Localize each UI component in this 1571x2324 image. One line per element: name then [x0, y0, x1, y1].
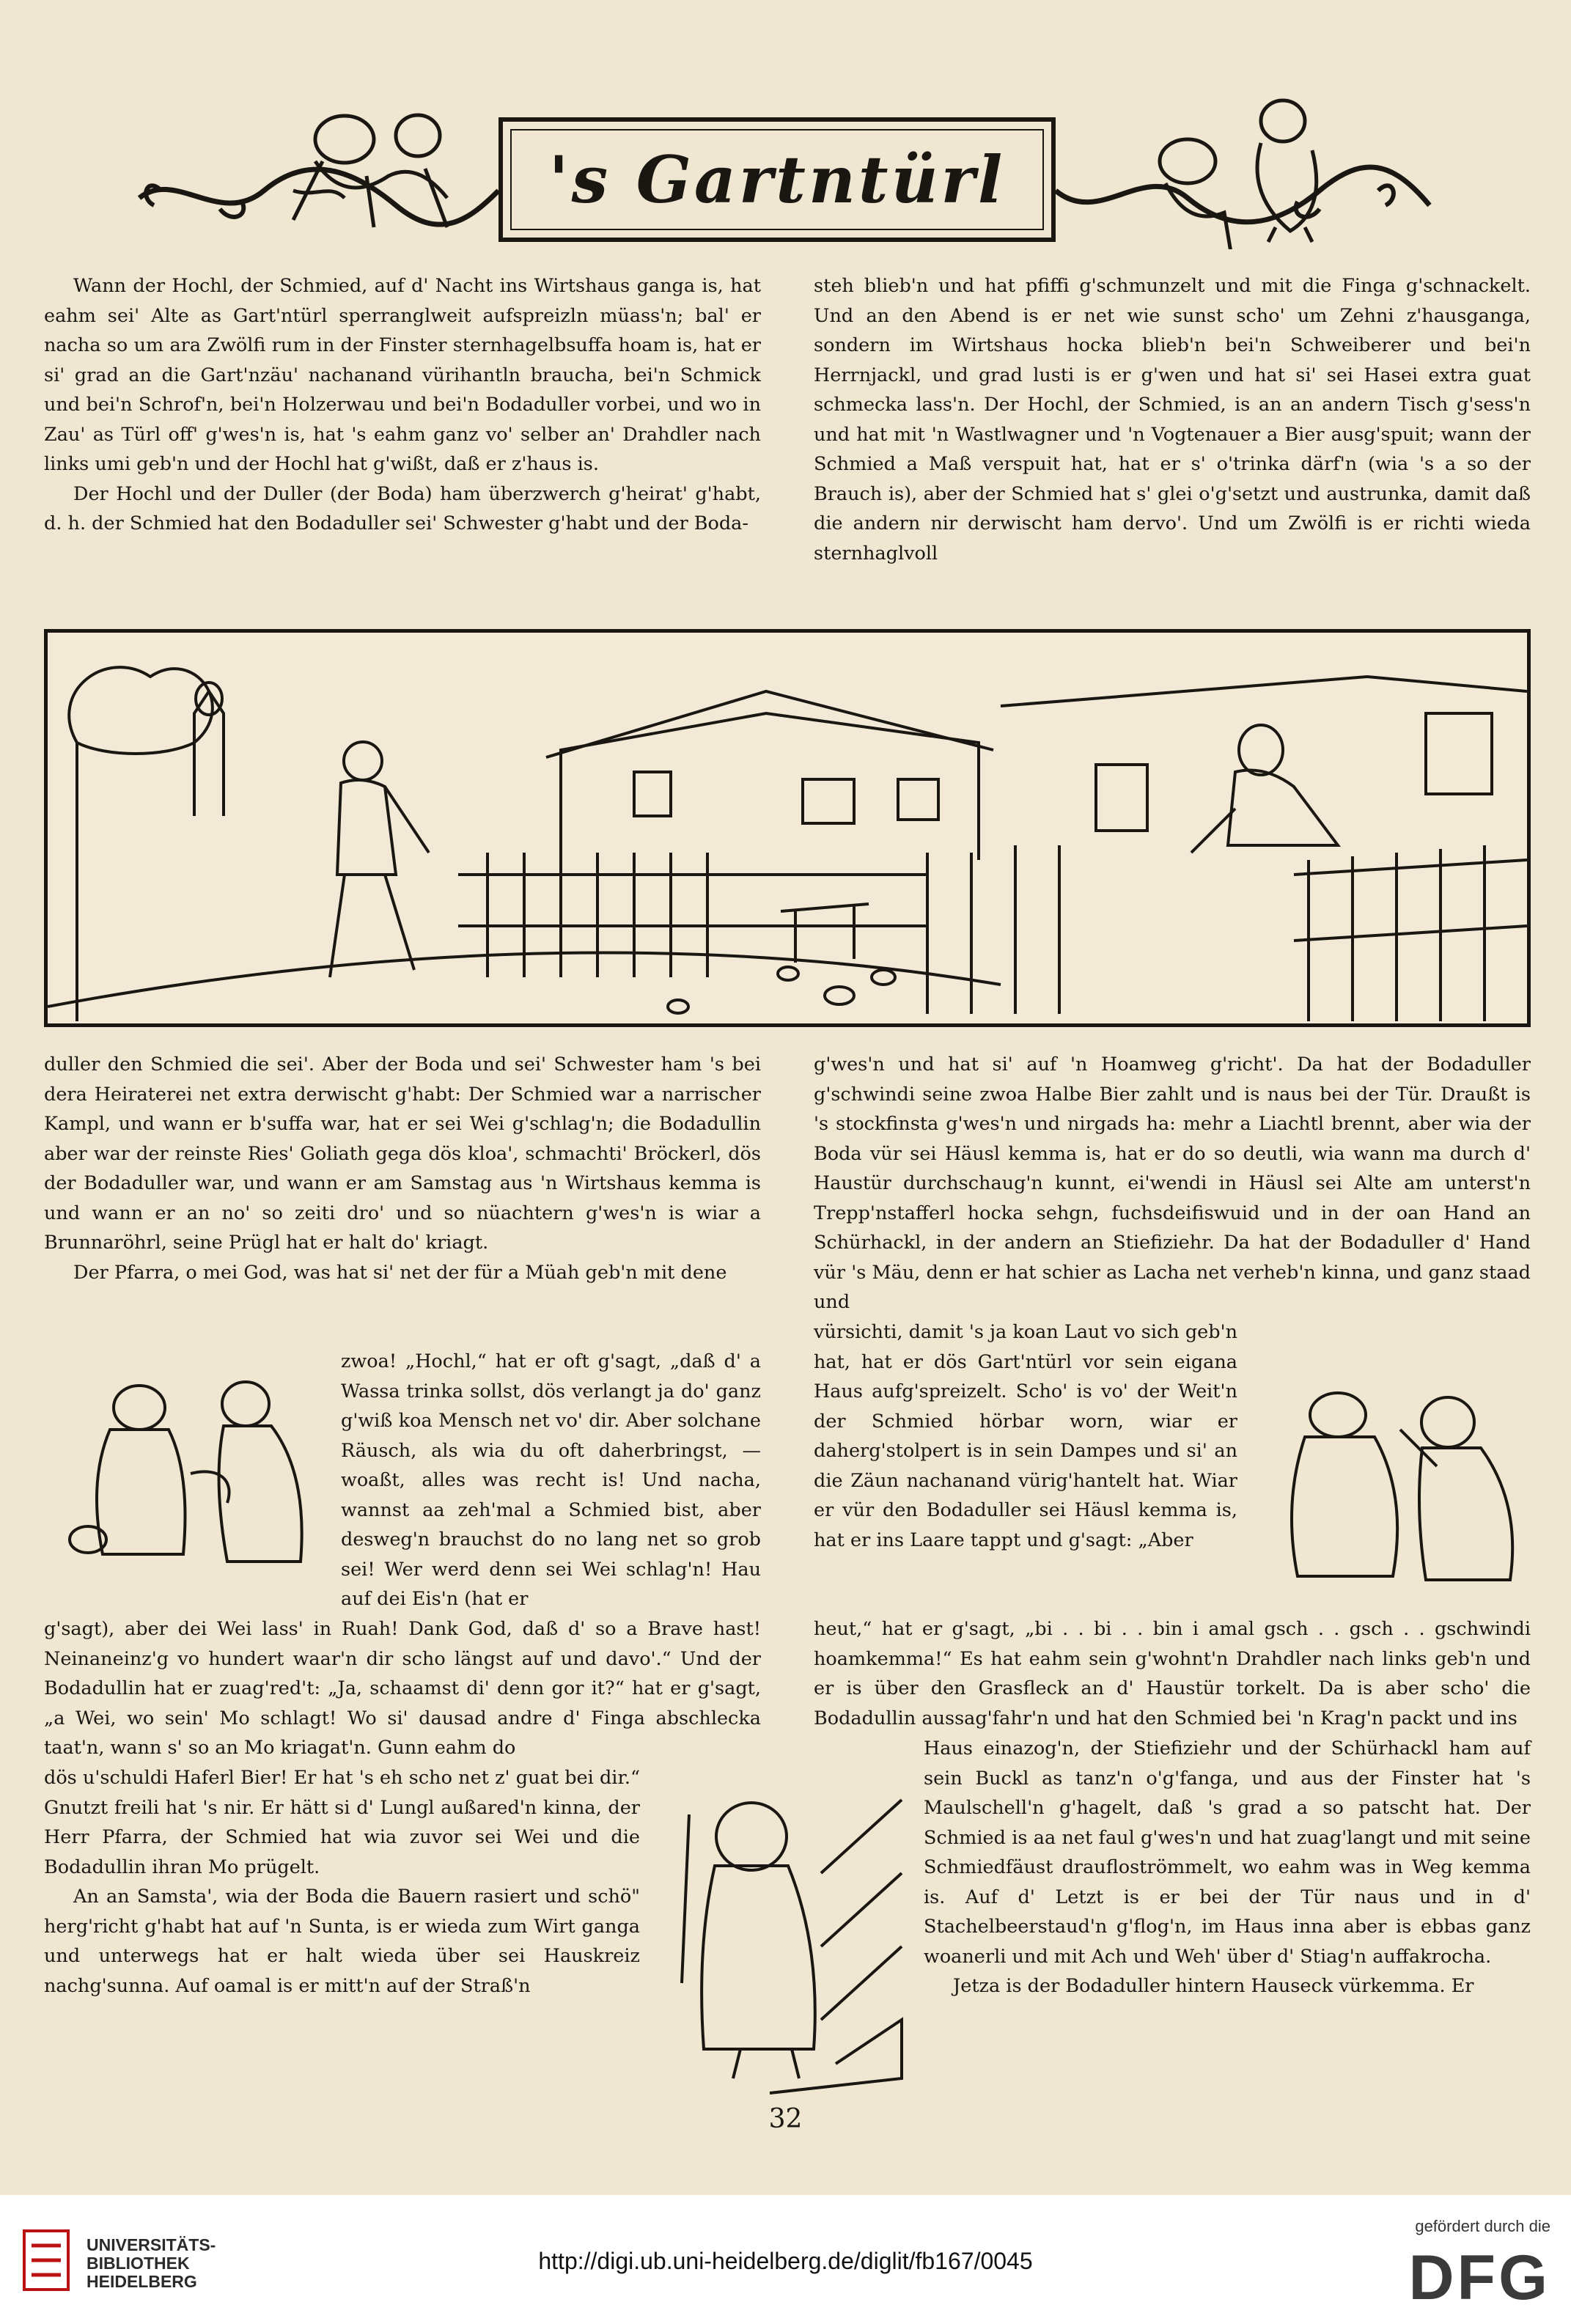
men-talking-illustration: [44, 1364, 330, 1584]
library-line: BIBLIOTHEK: [87, 2254, 190, 2273]
paragraph: Haus einazog'n, der Stiefiziehr und der Schürhackl ham auf sein Buckl as tanz'n o'g'fanga, und aus der Finster hat 's Maulschell'n g'hagelt, daß 's grad a so patscht hat. Der Schmied is aa net faul g'wes'n und hat zuag'langt und mit seine Schmiedfäust draufloströmmelt, wo eahm was in Weg kemma is. Auf d' Letzt is er bei der Tür naus und in d' Stachelbeerstaud'n g'flog'n, im Haus inna aber is ebbas ganz woanerli und mit Ach und Weh' über d' Stiag'n auffakrocha.: [924, 1738, 1531, 1968]
paragraph: An an Samsta', wia der Boda die Bauern rasiert und schö" herg'richt g'habt hat auf 'n Sunta, is er wieda zum Wirt ganga und unterwegs hat er halt wieda über sei Hauskreiz nachg'sunna. Auf oamal is er mitt'n auf der Straß'n: [44, 1886, 640, 1997]
text-column-mid-right: [814, 1050, 1531, 1317]
paragraph: Der Pfarra, o mei God, was hat si' net der für a Müah geb'n mit dene: [73, 1261, 727, 1284]
text-wrap-left-1: [341, 1347, 761, 1614]
title-frame: [498, 117, 1056, 242]
page-number: 32: [768, 2104, 803, 2134]
text-full-left-2: [44, 1614, 761, 1763]
dfg-logo: DFG: [1408, 2243, 1550, 2313]
paragraph: g'wes'n und hat si' auf 'n Hoamweg g'richt'. Da hat der Bodaduller g'schwindi seine zwoa Halbe Bier zahlt und is naus bei der Tür. Draußt is 's stockfinsta g'wes'n und nirgads ha: mehr a Liachtl brennt, aber wia der Boda vür sei Häusl kemma is, hat er do so deutli, wia wann ma durch d' Haustür durchschaug'n kunnt, ei'wendi in Häusl sei Alte am unterst'n Trepp'nstafferl hocka sehgn, fuchsdeifiswuid und in der oan Hand an Schürhackl, in der andern an Stiefiziehr. Da hat der Bodaduller d' Hand vür 's Mäu, denn er hat schier as Lacha net verheb'n kinna, und ganz staad und: [814, 1053, 1531, 1313]
text-column-top-left: [44, 271, 761, 539]
woman-on-stairs-illustration: [652, 1756, 909, 2100]
paragraph: Der Hochl und der Duller (der Boda) ham überzwerch g'heirat' g'habt, d. h. der Schmied hat den Bodaduller sei' Schwester g'habt und der Boda-: [44, 482, 761, 534]
village-scene-illustration: [44, 629, 1531, 1027]
paragraph: zwoa! „Hochl,“ hat er oft g'sagt, „daß d' a Wassa trinka sollst, dös verlangt ja do' ganz g'wiß koa Mensch net vo' dir. Aber solchane Räusch, als wia du oft daherbringst, — woaßt, alles was recht is! Und nacha, wannst aa zeh'mal a Schmied bist, aber desweg'n brauchst do no lang net so grob sei! Wer werd denn sei Wei schlag'n! Hau auf dei Eis'n (hat er: [341, 1350, 761, 1610]
paragraph: vürsichti, damit 's ja koan Laut vo sich geb'n hat, hat er dös Gart'ntürl vor sein eigana Haus aufg'spreizelt. Scho' is vo' der Weit'n der Schmied hörbar worn, wiar er daherg'stolpert is in sein Dampes und si' an die Zäun nachanand vürig'hantelt hat. Wiar er vür den Bodaduller sei Häusl kemma is, hat er ins Laare tappt und g'sagt: „Aber: [814, 1321, 1237, 1551]
fighting-figures-drawing: [293, 115, 447, 227]
text-column-top-right: [814, 271, 1531, 568]
library-line: UNIVERSITÄTS-: [87, 2235, 216, 2254]
text-wrap-left-2: [44, 1763, 640, 2001]
text-full-right-2: [814, 1614, 1531, 1733]
paragraph: g'sagt), aber dei Wei lass' in Ruah! Dank God, daß d' so a Brave hast! Neinaneinz'g vo hundert waar'n dir scho längst auf und davo'.“ Und der Bodadullin hat er zuag'red't: „Ja, schaamst di' denn gor it?“ hat er g'sagt, „a Wei, wo sein' Mo schlagt! Wo si' dausad andre d' Finga abschlecka taat'n, wann s' so an Mo kriagat'n. Gunn eahm do: [44, 1618, 761, 1759]
library-line: HEIDELBERG: [87, 2272, 197, 2291]
text-wrap-right-2: [924, 1734, 1531, 2001]
sponsor-label: gefördert durch die: [1415, 2217, 1550, 2235]
paragraph: Jetza is der Bodaduller hintern Hauseck vürkemma. Er: [953, 1975, 1474, 1997]
footer-bar: [0, 2195, 1571, 2324]
text-wrap-right-1: [814, 1317, 1237, 1555]
men-arguing-illustration: [1268, 1371, 1528, 1591]
paragraph: dös u'schuldi Haferl Bier! Er hat 's eh scho net z' guat bei dir.“ Gnutzt freili hat 's nir. Er hätt si d' Lungl außared'n kinna, der Herr Pfarra, der Schmied hat wia zuvor sei Wei und die Bodadullin ihran Mo prügelt.: [44, 1767, 640, 1878]
header-ornament: [132, 81, 1437, 249]
village-drawing: [48, 633, 1527, 1023]
sitting-figures-drawing: [1160, 100, 1317, 249]
text-column-mid-left: [44, 1050, 761, 1287]
source-url-link[interactable]: http://digi.ub.uni-heidelberg.de/diglit/fb167/0045: [538, 2248, 1033, 2274]
paragraph: duller den Schmied die sei'. Aber der Boda und sei' Schwester ham 's bei dera Heiraterei net extra derwischt g'habt: Der Schmied war a narrischer Kampl, und wann er b'suffa war, hat er sei Wei g'schlag'n; die Bodadullin aber war der reinste Ries' Goliath gega dös kloa', schmachti' Bröckerl, dös der Bodaduller war, und wann er am Samstag aus 'n Wirtshaus kemma is und wann er an no' so zeiti dro' und so nüachtern g'wes'n is wiar a Brunnaröhrl, seine Prügl hat er halt do' kriagt.: [44, 1053, 761, 1254]
page-title: 's Gartntürl: [548, 141, 1006, 218]
paragraph: Wann der Hochl, der Schmied, auf d' Nacht ins Wirtshaus ganga is, hat eahm sei' Alte as Gart'ntürl sperranglweit aufspreizln müass'n; bal' er nacha so um ara Zwölfi rum in der Finster sternhagelbsuffa hoam is, hat er si' grad an die Gart'nzäu' nachanand vürihantln braucha, bei'n Schmick und bei'n Schrof'n, bei'n Holzerwau und bei'n Bodaduller vorbei, und wo in Zau' as Türl off' g'wes'n is, hat 's eahm ganz vo' selber an' Drahdler nach links umi geb'n und der Hochl hat g'wißt, daß er z'haus is.: [44, 275, 761, 475]
paragraph: steh blieb'n und hat pfiffi g'schmunzelt und mit die Finga g'schnackelt. Und an den Abend is er net wie sunst scho' um Zehni z'hausganga, sondern im Wirtshaus hocka blieb'n bei'n Schweiberer und bei'n Herrnjackl, und grad lusti is er g'wen und hat si' sei Hasei extra guat schmecka lass'n. Der Hochl, der Schmied, is an an andern Tisch g'sess'n und hat mit 'n Wastlwagner und 'n Vogtenauer a Bier ausg'spuit; wann der Schmied a Maß verspuit hat, hat er s' o'trinka därf'n (wia 's a so der Brauch is), aber der Schmied hat s' glei o'g'setzt und austrunka, damit daß die andern nir derwischt ham dervo'. Und um Zwölfi is er richti wieda sternhaglvoll: [814, 275, 1531, 565]
paragraph: heut,“ hat er g'sagt, „bi . . bi . . bin i amal gsch . . gsch . . gschwindi hoamkemma!“ Es hat eahm sein g'wohnt'n Drahdler nach links geb'n und er is über den Grasfleck an d' Haustür torkelt. Da is aber scho' die Bodadullin aussag'fahr'n und hat den Schmied bei 'n Krag'n packt und ins: [814, 1618, 1531, 1729]
